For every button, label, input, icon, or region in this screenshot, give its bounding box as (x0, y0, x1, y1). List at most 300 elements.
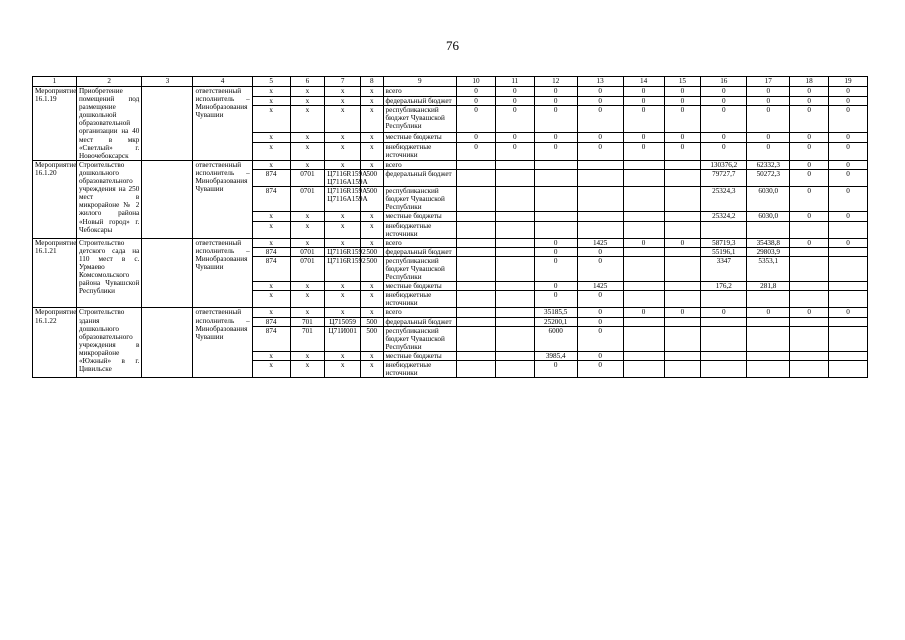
value-cell: 3347 (701, 256, 747, 281)
value-cell (495, 361, 534, 378)
value-cell (495, 282, 534, 291)
value-cell (457, 160, 496, 169)
value-cell (790, 291, 829, 308)
value-cell (534, 160, 577, 169)
funding-source-cell: республиканский бюджет Чувашской Республики (383, 106, 457, 133)
activity-cell: Мероприятие 16.1.20 (33, 160, 77, 238)
table-row (33, 238, 868, 247)
empty-cell (142, 308, 193, 378)
funding-source-cell: внебюджетные источники (383, 291, 457, 308)
funding-source-cell: всего (383, 238, 457, 247)
value-cell (457, 238, 496, 247)
value-cell (829, 291, 868, 308)
value-cell: 0701 (290, 247, 325, 256)
value-cell: x (290, 160, 325, 169)
value-cell (790, 256, 829, 281)
value-cell: 0 (701, 87, 747, 97)
activity-cell: Мероприятие 16.1.21 (33, 238, 77, 308)
value-cell: 50272,3 (747, 169, 790, 186)
value-cell: 0 (534, 96, 577, 106)
value-cell (664, 160, 701, 169)
funding-source-cell: всего (383, 308, 457, 317)
funding-source-cell: федеральный бюджет (383, 247, 457, 256)
value-cell: 0 (664, 106, 701, 133)
value-cell: 0 (623, 96, 664, 106)
value-cell (623, 169, 664, 186)
value-cell: 281,8 (747, 282, 790, 291)
project-name-cell: Строительство детского сада на 110 мест в с. Урмаево Комсомольского района Чувашской Республики (76, 238, 141, 308)
value-cell: x (252, 361, 290, 378)
table-row (33, 308, 868, 317)
value-cell: 0 (829, 308, 868, 317)
value-cell: 0 (790, 106, 829, 133)
value-cell: x (325, 96, 361, 106)
value-cell (664, 247, 701, 256)
header-cell: 7 (325, 77, 361, 87)
value-cell: 25200,1 (534, 317, 577, 326)
value-cell: x (325, 282, 361, 291)
value-cell: 35185,5 (534, 308, 577, 317)
value-cell: x (361, 361, 383, 378)
value-cell (747, 221, 790, 238)
value-cell: 0 (829, 87, 868, 97)
value-cell: 1425 (577, 282, 623, 291)
value-cell: Ц7116R1592 (325, 247, 361, 256)
value-cell: 500 (361, 187, 383, 212)
header-cell: 4 (193, 77, 252, 87)
value-cell (623, 282, 664, 291)
value-cell (495, 169, 534, 186)
value-cell (577, 187, 623, 212)
value-cell: 0701 (290, 187, 325, 212)
value-cell (747, 291, 790, 308)
funding-source-cell: местные бюджеты (383, 212, 457, 221)
value-cell (534, 187, 577, 212)
value-cell: 0 (577, 256, 623, 281)
value-cell: 500 (361, 256, 383, 281)
value-cell: 0 (664, 308, 701, 317)
value-cell (829, 247, 868, 256)
value-cell: 0 (534, 256, 577, 281)
value-cell: 0 (790, 96, 829, 106)
value-cell (701, 291, 747, 308)
project-name-cell: Строительство дошкольного образовательного учреждения на 250 мест в микрорайоне № 2 жилого района «Новый город» г. Чебоксары (76, 160, 141, 238)
value-cell: x (290, 291, 325, 308)
executor-cell: ответственный исполнитель – Минобразования Чувашии (193, 87, 252, 161)
value-cell: 0 (623, 238, 664, 247)
value-cell: x (325, 133, 361, 143)
value-cell: 0 (534, 142, 577, 160)
value-cell (790, 326, 829, 351)
value-cell: 874 (252, 326, 290, 351)
value-cell: 874 (252, 256, 290, 281)
value-cell: 0 (790, 238, 829, 247)
value-cell: 0701 (290, 256, 325, 281)
value-cell (664, 169, 701, 186)
value-cell: 0 (495, 96, 534, 106)
value-cell: 0 (534, 361, 577, 378)
value-cell: 0 (534, 106, 577, 133)
value-cell (457, 291, 496, 308)
value-cell: 0 (701, 96, 747, 106)
value-cell: 5353,1 (747, 256, 790, 281)
value-cell: 0 (457, 133, 496, 143)
value-cell: x (290, 238, 325, 247)
value-cell (623, 256, 664, 281)
value-cell: 0 (664, 142, 701, 160)
value-cell: 0 (790, 308, 829, 317)
value-cell: x (252, 212, 290, 221)
empty-cell (142, 238, 193, 308)
value-cell: 176,2 (701, 282, 747, 291)
value-cell (457, 317, 496, 326)
value-cell (790, 317, 829, 326)
value-cell: 0 (577, 247, 623, 256)
value-cell (701, 221, 747, 238)
header-cell: 8 (361, 77, 383, 87)
value-cell: x (252, 142, 290, 160)
funding-source-cell: республиканский бюджет Чувашской Республики (383, 256, 457, 281)
value-cell (495, 221, 534, 238)
value-cell: 0 (577, 106, 623, 133)
value-cell: 0 (701, 308, 747, 317)
value-cell: x (325, 106, 361, 133)
value-cell: x (361, 142, 383, 160)
header-cell: 3 (142, 77, 193, 87)
value-cell (701, 361, 747, 378)
value-cell: 25324,2 (701, 212, 747, 221)
value-cell: 0 (747, 308, 790, 317)
value-cell (577, 221, 623, 238)
value-cell: x (325, 291, 361, 308)
value-cell: 35438,8 (747, 238, 790, 247)
value-cell: 701 (290, 326, 325, 351)
value-cell (457, 282, 496, 291)
value-cell: 29803,9 (747, 247, 790, 256)
value-cell (664, 212, 701, 221)
header-cell: 13 (577, 77, 623, 87)
value-cell: x (290, 87, 325, 97)
value-cell: 874 (252, 187, 290, 212)
value-cell: 0 (577, 142, 623, 160)
value-cell: 6030,0 (747, 212, 790, 221)
value-cell (534, 169, 577, 186)
value-cell (457, 256, 496, 281)
value-cell: 79727,7 (701, 169, 747, 186)
value-cell (534, 221, 577, 238)
value-cell (457, 326, 496, 351)
value-cell (790, 247, 829, 256)
value-cell (623, 291, 664, 308)
header-cell: 19 (829, 77, 868, 87)
header-cell: 5 (252, 77, 290, 87)
value-cell (701, 326, 747, 351)
funding-source-cell: федеральный бюджет (383, 317, 457, 326)
value-cell: 0 (577, 133, 623, 143)
page-number: 76 (446, 38, 459, 53)
value-cell (790, 221, 829, 238)
value-cell: x (290, 361, 325, 378)
value-cell (829, 317, 868, 326)
project-name-cell: Строительство здания дошкольного образовательного учреждения в микрорайоне «Южный» в г. Цивильске (76, 308, 141, 378)
value-cell: 0 (577, 351, 623, 360)
value-cell: x (361, 87, 383, 97)
value-cell: x (290, 221, 325, 238)
value-cell (623, 317, 664, 326)
value-cell: 500 (361, 247, 383, 256)
value-cell: 0 (457, 96, 496, 106)
value-cell: x (361, 351, 383, 360)
header-cell: 16 (701, 77, 747, 87)
value-cell: x (361, 160, 383, 169)
value-cell: 25324,3 (701, 187, 747, 212)
empty-cell (142, 87, 193, 161)
value-cell (623, 212, 664, 221)
value-cell: x (290, 351, 325, 360)
funding-source-cell: федеральный бюджет (383, 96, 457, 106)
value-cell (623, 187, 664, 212)
value-cell: 0 (701, 106, 747, 133)
value-cell: x (252, 308, 290, 317)
value-cell (829, 326, 868, 351)
value-cell (664, 291, 701, 308)
value-cell (701, 317, 747, 326)
budget-table (32, 76, 868, 378)
value-cell: Ц7116R1592 (325, 256, 361, 281)
value-cell: x (361, 291, 383, 308)
project-name-cell: Приобретение помещений под размещение дошкольной образовательной организации на 40 мест в мкр «Светлый» г. Новочебоксарск (76, 87, 141, 161)
executor-cell: ответственный исполнитель – Минобразования Чувашии (193, 238, 252, 308)
value-cell: 0 (747, 96, 790, 106)
value-cell: 0 (701, 142, 747, 160)
value-cell: x (325, 160, 361, 169)
value-cell: x (325, 221, 361, 238)
value-cell (495, 326, 534, 351)
value-cell: 874 (252, 317, 290, 326)
value-cell: 0 (747, 87, 790, 97)
funding-source-cell: всего (383, 87, 457, 97)
value-cell: 0 (790, 169, 829, 186)
value-cell: 0 (495, 133, 534, 143)
value-cell: 0 (534, 87, 577, 97)
value-cell: 874 (252, 247, 290, 256)
value-cell: 58719,3 (701, 238, 747, 247)
value-cell (457, 361, 496, 378)
funding-source-cell: республиканский бюджет Чувашской Республики (383, 326, 457, 351)
value-cell: 0 (577, 87, 623, 97)
value-cell: 0 (623, 133, 664, 143)
value-cell: 0 (790, 212, 829, 221)
value-cell (829, 361, 868, 378)
value-cell (623, 326, 664, 351)
value-cell (829, 282, 868, 291)
value-cell: x (252, 106, 290, 133)
value-cell: 6030,0 (747, 187, 790, 212)
value-cell: 0701 (290, 169, 325, 186)
value-cell (664, 361, 701, 378)
value-cell (664, 187, 701, 212)
value-cell (495, 291, 534, 308)
value-cell: Ц715059 (325, 317, 361, 326)
value-cell: 0 (664, 96, 701, 106)
value-cell: 0 (577, 96, 623, 106)
value-cell (664, 256, 701, 281)
header-cell: 15 (664, 77, 701, 87)
value-cell: x (290, 142, 325, 160)
value-cell: x (252, 96, 290, 106)
value-cell: 0 (577, 308, 623, 317)
value-cell (701, 351, 747, 360)
value-cell: x (325, 142, 361, 160)
header-cell: 12 (534, 77, 577, 87)
value-cell (495, 351, 534, 360)
value-cell: 0 (495, 87, 534, 97)
value-cell: 0 (457, 106, 496, 133)
value-cell: 0 (829, 106, 868, 133)
value-cell: x (252, 351, 290, 360)
value-cell: 0 (829, 142, 868, 160)
value-cell: 0 (577, 291, 623, 308)
value-cell: 0 (577, 361, 623, 378)
value-cell: x (290, 106, 325, 133)
value-cell: 0 (664, 87, 701, 97)
value-cell: x (361, 96, 383, 106)
value-cell: 3985,4 (534, 351, 577, 360)
executor-cell: ответственный исполнитель – Минобразования Чувашии (193, 308, 252, 378)
value-cell: 0 (790, 160, 829, 169)
value-cell: 0 (829, 96, 868, 106)
value-cell (623, 361, 664, 378)
value-cell: 0 (790, 87, 829, 97)
header-cell: 9 (383, 77, 457, 87)
value-cell (495, 160, 534, 169)
value-cell: 0 (829, 160, 868, 169)
value-cell: Ц71И001 (325, 326, 361, 351)
value-cell: 0 (534, 291, 577, 308)
value-cell: 0 (829, 133, 868, 143)
value-cell: 0 (577, 317, 623, 326)
value-cell: 0 (457, 87, 496, 97)
value-cell: x (252, 160, 290, 169)
value-cell (747, 317, 790, 326)
value-cell: 0 (664, 238, 701, 247)
header-row (33, 77, 868, 87)
value-cell: x (252, 291, 290, 308)
value-cell: 0 (829, 212, 868, 221)
value-cell (664, 282, 701, 291)
value-cell (664, 351, 701, 360)
value-cell (457, 351, 496, 360)
value-cell (495, 187, 534, 212)
value-cell: 0 (790, 133, 829, 143)
value-cell: 0 (457, 142, 496, 160)
value-cell: x (252, 221, 290, 238)
value-cell: x (325, 351, 361, 360)
value-cell (495, 256, 534, 281)
value-cell (577, 169, 623, 186)
value-cell: 55196,1 (701, 247, 747, 256)
value-cell: x (361, 133, 383, 143)
header-cell: 18 (790, 77, 829, 87)
header-cell: 10 (457, 77, 496, 87)
value-cell: Ц7116R159А Ц7116А159А (325, 169, 361, 186)
funding-source-cell: местные бюджеты (383, 282, 457, 291)
value-cell (829, 351, 868, 360)
value-cell: 0 (623, 142, 664, 160)
funding-source-cell: внебюджетные источники (383, 221, 457, 238)
value-cell: 500 (361, 169, 383, 186)
value-cell (495, 238, 534, 247)
value-cell: 0 (495, 106, 534, 133)
value-cell (577, 160, 623, 169)
header-cell: 2 (76, 77, 141, 87)
value-cell: x (361, 308, 383, 317)
value-cell (457, 221, 496, 238)
value-cell (829, 221, 868, 238)
value-cell (664, 317, 701, 326)
value-cell: 0 (829, 187, 868, 212)
value-cell (534, 212, 577, 221)
table-row (33, 87, 868, 97)
value-cell: x (290, 308, 325, 317)
value-cell: 0 (534, 282, 577, 291)
value-cell: x (252, 282, 290, 291)
value-cell: x (361, 282, 383, 291)
value-cell: 0 (495, 142, 534, 160)
funding-source-cell: внебюджетные источники (383, 142, 457, 160)
value-cell (623, 160, 664, 169)
value-cell (664, 221, 701, 238)
value-cell: 500 (361, 326, 383, 351)
value-cell: 0 (577, 326, 623, 351)
value-cell (747, 351, 790, 360)
value-cell: 0 (534, 133, 577, 143)
value-cell: x (325, 361, 361, 378)
value-cell (664, 326, 701, 351)
value-cell: x (361, 238, 383, 247)
value-cell: 500 (361, 317, 383, 326)
value-cell: 0 (829, 238, 868, 247)
value-cell: 0 (747, 133, 790, 143)
value-cell (457, 187, 496, 212)
value-cell: Ц7116R159А Ц7116А159А (325, 187, 361, 212)
table-row (33, 160, 868, 169)
funding-source-cell: республиканский бюджет Чувашской Республики (383, 187, 457, 212)
value-cell: x (290, 212, 325, 221)
value-cell: 0 (534, 247, 577, 256)
value-cell (790, 282, 829, 291)
value-cell: 62332,3 (747, 160, 790, 169)
value-cell: 0 (623, 87, 664, 97)
funding-source-cell: местные бюджеты (383, 351, 457, 360)
header-cell: 14 (623, 77, 664, 87)
value-cell: x (325, 308, 361, 317)
header-cell: 11 (495, 77, 534, 87)
activity-cell: Мероприятие 16.1.19 (33, 87, 77, 161)
value-cell (623, 221, 664, 238)
value-cell: x (361, 106, 383, 133)
value-cell: 1425 (577, 238, 623, 247)
value-cell: x (252, 238, 290, 247)
value-cell: x (290, 133, 325, 143)
value-cell: x (361, 212, 383, 221)
value-cell (457, 212, 496, 221)
funding-source-cell: федеральный бюджет (383, 169, 457, 186)
value-cell: 0 (829, 169, 868, 186)
value-cell: 701 (290, 317, 325, 326)
value-cell: x (325, 87, 361, 97)
activity-cell: Мероприятие 16.1.22 (33, 308, 77, 378)
